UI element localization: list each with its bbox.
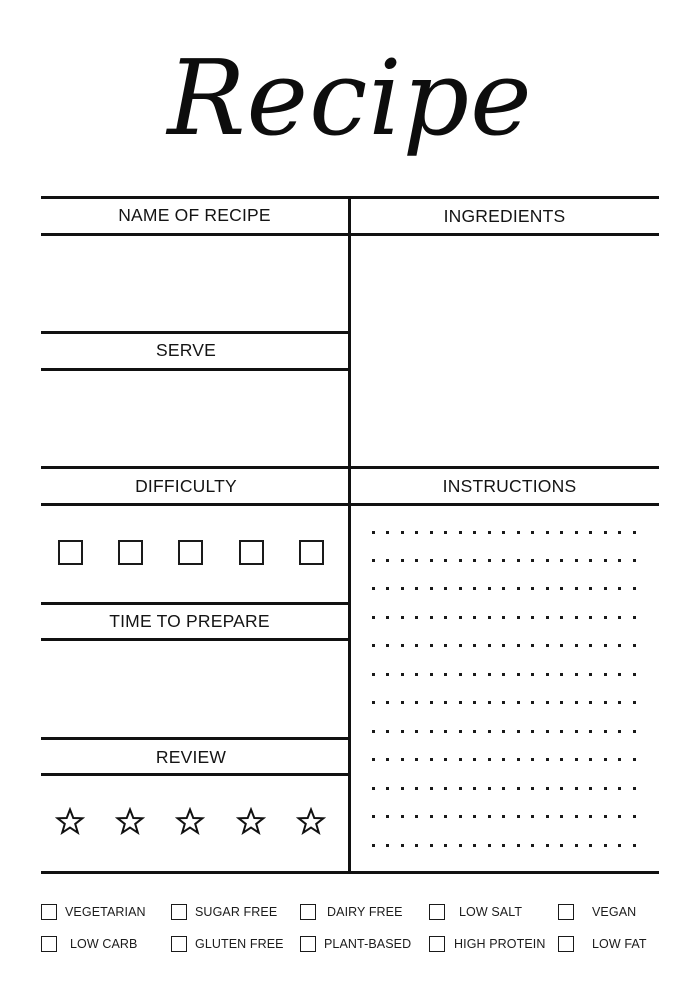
grid-dot (502, 616, 505, 619)
grid-dot (560, 673, 563, 676)
grid-dot (517, 844, 520, 847)
grid-dot (618, 559, 621, 562)
grid-dot (430, 815, 433, 818)
grid-dot (488, 758, 491, 761)
grid-dot (444, 758, 447, 761)
grid-dot (502, 730, 505, 733)
grid-dot (372, 844, 375, 847)
difficulty-checkbox-4[interactable] (239, 540, 264, 565)
grid-dot (517, 701, 520, 704)
grid-dot (473, 730, 476, 733)
grid-dot (546, 531, 549, 534)
grid-dot (473, 673, 476, 676)
grid-dot (618, 844, 621, 847)
grid-dot (430, 758, 433, 761)
grid-dot (575, 616, 578, 619)
grid-dot (633, 559, 636, 562)
grid-dot (546, 730, 549, 733)
grid-dot (546, 815, 549, 818)
grid-dot (372, 559, 375, 562)
grid-dot (517, 730, 520, 733)
grid-dot (415, 531, 418, 534)
grid-dot (386, 531, 389, 534)
grid-dot (633, 673, 636, 676)
grid-dot (444, 559, 447, 562)
instructions-header: INSTRUCTIONS (442, 476, 577, 496)
grid-dot (502, 844, 505, 847)
checkbox[interactable] (171, 904, 187, 920)
grid-dot (604, 844, 607, 847)
tag-label: PLANT-BASED (324, 937, 412, 951)
checkbox[interactable] (558, 936, 574, 952)
grid-dot (517, 787, 520, 790)
grid-dot (589, 644, 592, 647)
grid-dot (372, 616, 375, 619)
grid-dot (488, 730, 491, 733)
grid-dot (604, 531, 607, 534)
grid-dot (604, 559, 607, 562)
grid-dot (488, 701, 491, 704)
grid-dot (473, 844, 476, 847)
grid-dot (372, 701, 375, 704)
name-of-recipe-header: NAME OF RECIPE (118, 205, 271, 225)
grid-dot (560, 815, 563, 818)
grid-dot (517, 531, 520, 534)
grid-dot (618, 587, 621, 590)
grid-dot (386, 815, 389, 818)
grid-dot (575, 844, 578, 847)
grid-dot (488, 673, 491, 676)
grid-dot (401, 815, 404, 818)
grid-dot (502, 787, 505, 790)
grid-dot (444, 815, 447, 818)
tag-high-protein[interactable] (429, 934, 545, 954)
instructions-dot-grid[interactable] (351, 506, 658, 870)
grid-dot (575, 758, 578, 761)
grid-dot (604, 701, 607, 704)
star-icon-4[interactable] (236, 807, 266, 837)
grid-dot (531, 758, 534, 761)
grid-dot (415, 673, 418, 676)
grid-dot (401, 673, 404, 676)
grid-dot (430, 616, 433, 619)
grid-dot (430, 531, 433, 534)
grid-dot (415, 758, 418, 761)
star-icon-3[interactable] (175, 807, 205, 837)
grid-dot (633, 531, 636, 534)
grid-dot (415, 844, 418, 847)
tag-label: HIGH PROTEIN (454, 937, 546, 951)
tag-vegan[interactable] (558, 902, 636, 922)
checkbox[interactable] (558, 904, 574, 920)
grid-dot (575, 644, 578, 647)
grid-dot (415, 787, 418, 790)
grid-dot (488, 587, 491, 590)
grid-dot (415, 815, 418, 818)
grid-dot (459, 616, 462, 619)
grid-dot (618, 673, 621, 676)
grid-dot (444, 644, 447, 647)
grid-dot (546, 616, 549, 619)
grid-dot (531, 815, 534, 818)
grid-dot (372, 587, 375, 590)
grid-dot (459, 587, 462, 590)
grid-dot (546, 559, 549, 562)
checkbox[interactable] (41, 904, 57, 920)
grid-dot (589, 758, 592, 761)
checkbox[interactable] (300, 904, 316, 920)
grid-dot (430, 559, 433, 562)
grid-dot (604, 644, 607, 647)
grid-dot (430, 587, 433, 590)
tag-label: GLUTEN FREE (195, 937, 284, 951)
grid-dot (444, 787, 447, 790)
grid-dot (589, 531, 592, 534)
grid-dot (531, 844, 534, 847)
grid-dot (473, 758, 476, 761)
grid-dot (618, 531, 621, 534)
grid-dot (546, 644, 549, 647)
grid-dot (401, 644, 404, 647)
grid-dot (502, 701, 505, 704)
grid-dot (473, 616, 476, 619)
grid-dot (633, 787, 636, 790)
grid-dot (589, 616, 592, 619)
grid-dot (401, 787, 404, 790)
star-icon-2[interactable] (115, 807, 145, 837)
tag-label: VEGETARIAN (65, 905, 146, 919)
checkbox[interactable] (300, 936, 316, 952)
tag-low-fat[interactable] (558, 934, 647, 954)
grid-dot (488, 787, 491, 790)
star-icon-1[interactable] (55, 807, 85, 837)
grid-dot (473, 815, 476, 818)
grid-dot (444, 616, 447, 619)
grid-dot (473, 559, 476, 562)
grid-dot (488, 531, 491, 534)
grid-dot (560, 730, 563, 733)
grid-dot (444, 587, 447, 590)
grid-dot (459, 730, 462, 733)
grid-dot (459, 701, 462, 704)
grid-dot (444, 844, 447, 847)
grid-dot (372, 644, 375, 647)
grid-dot (488, 844, 491, 847)
grid-dot (560, 616, 563, 619)
checkbox[interactable] (429, 904, 445, 920)
grid-dot (633, 730, 636, 733)
grid-dot (473, 587, 476, 590)
tag-label: LOW FAT (592, 937, 647, 951)
difficulty-checkbox-1[interactable] (58, 540, 83, 565)
grid-dot (386, 673, 389, 676)
grid-dot (589, 587, 592, 590)
grid-dot (386, 701, 389, 704)
grid-dot (633, 701, 636, 704)
grid-dot (430, 701, 433, 704)
grid-dot (575, 701, 578, 704)
grid-dot (618, 730, 621, 733)
grid-dot (589, 815, 592, 818)
grid-dot (386, 844, 389, 847)
grid-dot (517, 815, 520, 818)
grid-dot (604, 616, 607, 619)
grid-dot (560, 701, 563, 704)
grid-dot (633, 616, 636, 619)
grid-dot (517, 559, 520, 562)
grid-dot (415, 730, 418, 733)
grid-dot (575, 559, 578, 562)
grid-dot (502, 815, 505, 818)
tag-label: SUGAR FREE (195, 905, 278, 919)
grid-dot (386, 616, 389, 619)
grid-dot (531, 559, 534, 562)
grid-dot (459, 787, 462, 790)
tag-sugar-free[interactable] (171, 902, 277, 922)
grid-dot (618, 701, 621, 704)
grid-dot (618, 616, 621, 619)
difficulty-checkbox-5[interactable] (299, 540, 324, 565)
grid-dot (386, 730, 389, 733)
grid-dot (546, 758, 549, 761)
grid-dot (589, 730, 592, 733)
grid-dot (560, 758, 563, 761)
time-to-prepare-field[interactable] (41, 641, 348, 737)
grid-dot (502, 644, 505, 647)
tag-label: LOW CARB (70, 937, 138, 951)
grid-dot (575, 787, 578, 790)
grid-dot (430, 787, 433, 790)
serve-field[interactable] (41, 371, 348, 466)
grid-dot (531, 701, 534, 704)
grid-dot (589, 844, 592, 847)
grid-dot (502, 587, 505, 590)
difficulty-header: DIFFICULTY (135, 476, 237, 496)
grid-dot (415, 701, 418, 704)
grid-dot (386, 559, 389, 562)
grid-dot (386, 587, 389, 590)
grid-dot (401, 730, 404, 733)
grid-dot (459, 758, 462, 761)
grid-dot (372, 673, 375, 676)
grid-dot (502, 559, 505, 562)
grid-dot (589, 701, 592, 704)
grid-dot (517, 758, 520, 761)
grid-dot (502, 673, 505, 676)
tag-label: DAIRY FREE (327, 905, 403, 919)
bottom-rule (41, 871, 659, 874)
grid-dot (415, 559, 418, 562)
grid-dot (633, 758, 636, 761)
grid-dot (401, 559, 404, 562)
grid-dot (372, 531, 375, 534)
tag-dairy-free[interactable] (300, 902, 403, 922)
grid-dot (444, 673, 447, 676)
grid-dot (560, 844, 563, 847)
grid-dot (372, 815, 375, 818)
grid-dot (575, 673, 578, 676)
grid-dot (633, 587, 636, 590)
grid-dot (401, 616, 404, 619)
grid-dot (618, 787, 621, 790)
tag-gluten-free[interactable] (171, 934, 284, 954)
checkbox[interactable] (41, 936, 57, 952)
grid-dot (560, 559, 563, 562)
grid-dot (589, 673, 592, 676)
grid-dot (575, 730, 578, 733)
grid-dot (604, 587, 607, 590)
grid-dot (633, 815, 636, 818)
grid-dot (459, 531, 462, 534)
grid-dot (618, 815, 621, 818)
grid-dot (415, 644, 418, 647)
grid-dot (473, 701, 476, 704)
grid-dot (444, 730, 447, 733)
grid-dot (531, 730, 534, 733)
grid-dot (633, 844, 636, 847)
grid-dot (401, 531, 404, 534)
grid-dot (401, 587, 404, 590)
grid-dot (401, 758, 404, 761)
grid-dot (604, 758, 607, 761)
grid-dot (459, 644, 462, 647)
grid-dot (546, 844, 549, 847)
grid-dot (444, 701, 447, 704)
grid-dot (488, 616, 491, 619)
grid-dot (372, 758, 375, 761)
tag-label: LOW SALT (459, 905, 523, 919)
grid-dot (517, 644, 520, 647)
grid-dot (473, 531, 476, 534)
ingredients-header: INGREDIENTS (443, 206, 566, 226)
grid-dot (604, 730, 607, 733)
grid-dot (575, 815, 578, 818)
grid-dot (560, 644, 563, 647)
tag-low-salt[interactable] (429, 902, 522, 922)
grid-dot (372, 730, 375, 733)
grid-dot (546, 701, 549, 704)
grid-dot (531, 787, 534, 790)
grid-dot (430, 673, 433, 676)
grid-dot (589, 559, 592, 562)
grid-dot (560, 787, 563, 790)
grid-dot (531, 644, 534, 647)
tag-label: VEGAN (592, 905, 637, 919)
grid-dot (560, 587, 563, 590)
grid-dot (604, 673, 607, 676)
grid-dot (430, 730, 433, 733)
checkbox[interactable] (171, 936, 187, 952)
grid-dot (386, 758, 389, 761)
serve-header: SERVE (155, 340, 216, 360)
grid-dot (386, 644, 389, 647)
grid-dot (386, 787, 389, 790)
difficulty-checkbox-3[interactable] (178, 540, 203, 565)
grid-dot (517, 587, 520, 590)
grid-dot (488, 644, 491, 647)
grid-dot (372, 787, 375, 790)
grid-dot (459, 815, 462, 818)
grid-dot (517, 673, 520, 676)
grid-dot (401, 701, 404, 704)
grid-dot (633, 644, 636, 647)
name-of-recipe-field[interactable] (41, 236, 348, 331)
grid-dot (589, 787, 592, 790)
grid-dot (488, 559, 491, 562)
grid-dot (531, 616, 534, 619)
star-icon-5[interactable] (296, 807, 326, 837)
grid-dot (575, 531, 578, 534)
grid-dot (531, 673, 534, 676)
grid-dot (415, 587, 418, 590)
grid-dot (560, 531, 563, 534)
tag-vegetarian[interactable] (41, 902, 146, 922)
grid-dot (502, 758, 505, 761)
checkbox[interactable] (429, 936, 445, 952)
grid-dot (575, 587, 578, 590)
tag-low-carb[interactable] (41, 934, 137, 954)
grid-dot (473, 787, 476, 790)
grid-dot (401, 844, 404, 847)
difficulty-checkbox-2[interactable] (118, 540, 143, 565)
grid-dot (459, 673, 462, 676)
grid-dot (473, 644, 476, 647)
review-header: REVIEW (155, 747, 227, 767)
grid-dot (430, 644, 433, 647)
grid-dot (618, 758, 621, 761)
tag-plant-based[interactable] (300, 934, 411, 954)
grid-dot (517, 616, 520, 619)
grid-dot (546, 587, 549, 590)
grid-dot (546, 673, 549, 676)
grid-dot (459, 559, 462, 562)
grid-dot (618, 644, 621, 647)
grid-dot (546, 787, 549, 790)
grid-dot (430, 844, 433, 847)
grid-dot (604, 815, 607, 818)
grid-dot (502, 531, 505, 534)
grid-dot (531, 531, 534, 534)
grid-dot (604, 787, 607, 790)
grid-dot (531, 587, 534, 590)
grid-dot (444, 531, 447, 534)
page-title: Recipe (167, 37, 533, 159)
ingredients-field[interactable] (351, 236, 658, 466)
grid-dot (415, 616, 418, 619)
time-to-prepare-header: TIME TO PREPARE (109, 611, 270, 631)
grid-dot (459, 844, 462, 847)
grid-dot (488, 815, 491, 818)
